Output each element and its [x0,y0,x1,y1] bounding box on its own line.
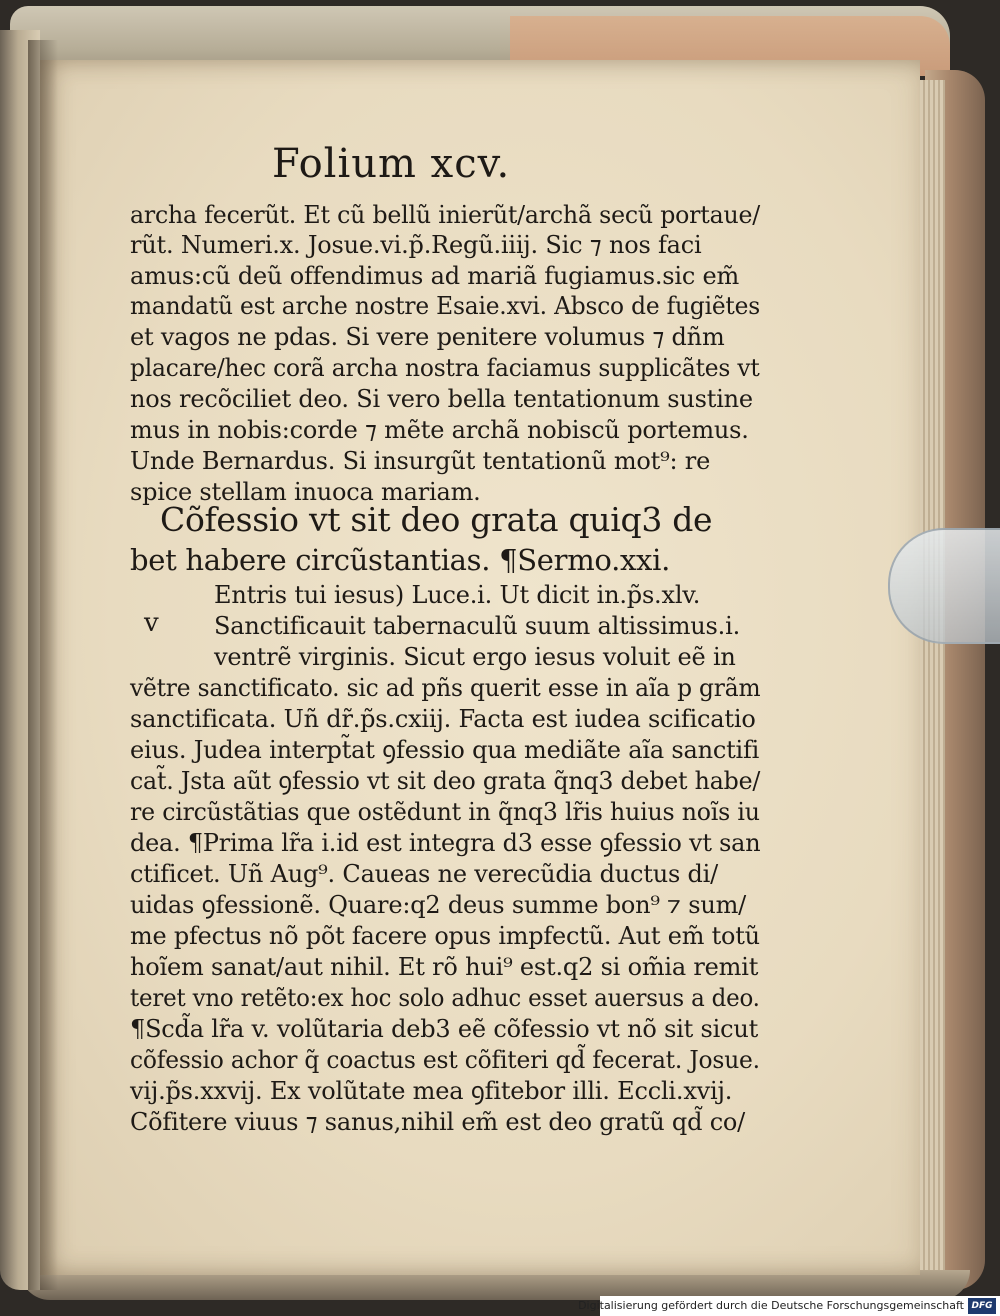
text-line: archa fecerũt. Et cũ bellũ inierũt/archã secũ portaue/ [130,201,761,229]
text-line: spice stellam inuoca mariam. [130,478,481,506]
text-line: Unde Bernardus. Si insurgũt tentationũ mot⁹: re [130,447,711,475]
text-line: dea. ¶Prima lr̃a i.id est integra d3 esse ꝯfessio vt san [130,829,761,857]
text-line: sanctificata. Uñ dr̃.p̃s.cxiij. Facta est iudea scificatio [130,705,756,733]
text-line: re circũstãtias que ostẽdunt in q̃nq3 lr̃is huius noĩs iu [130,798,760,826]
text-line: ctificet. Uñ Aug⁹. Caueas ne verecũdia ductus di/ [130,860,719,888]
section-heading: bet habere circũstantias. ¶Sermo.xxi. [130,543,670,577]
marginal-initial: v [144,608,159,638]
text-line: vẽtre sanctificato. sic ad pñs querit esse in aĩa p grãm [130,674,761,702]
text-line: et vagos ne pdas. Si vere penitere volumus ⁊ dñm [130,323,725,351]
text-line: amus:cũ deũ offendimus ad mariã fugiamus.sic em̃ [130,262,740,290]
text-line: mus in nobis:corde ⁊ mẽte archã nobiscũ portemus. [130,416,749,444]
text-line: Entris tui iesus) Luce.i. Ut dicit in.p̃s.xlv. [214,581,701,609]
text-line: ¶Scd̃a lr̃a v. volũtaria deb3 eẽ cõfessio vt nõ sit sicut [130,1015,759,1043]
text-line: placare/hec corã archa nostra faciamus supplicãtes vt [130,354,760,382]
dfg-logo: DFG [968,1298,996,1314]
text-line: mandatũ est arche nostre Esaie.xvi. Absco de fugiẽtes [130,292,760,320]
text-line: rũt. Numeri.x. Josue.vi.p̃.Regũ.iiij. Sic ⁊ nos faci [130,231,702,259]
folio-header: Folium xcv. [272,141,511,187]
funding-credit: Digitalisierung gefördert durch die Deutsche Forschungsgemeinschaft [578,1299,964,1312]
text-line: ventrẽ virginis. Sicut ergo iesus voluit eẽ in [214,643,736,671]
text-line: vij.p̃s.xxvij. Ex volũtate mea ꝯfitebor illi. Eccli.xvij. [130,1077,733,1105]
text-line: cõfessio achor q̃ coactus est cõfiteri qd̃ fecerat. Josue. [130,1046,760,1074]
section-heading: Cõfessio vt sit deo grata quiq3 de [160,500,713,539]
text-line: Cõfitere viuus ⁊ sanus,nihil em̃ est deo gratũ qd̃ co/ [130,1108,746,1136]
text-line: me pfectus nõ põt facere opus impfectũ. Aut em̃ totũ [130,922,760,950]
text-line: hoĩem sanat/aut nihil. Et rõ hui⁹ est.q2 si om̃ia remit [130,953,759,981]
text-line: uidas ꝯfessionẽ. Quare:q2 deus summe bon⁹ ⁊ sum/ [130,891,747,919]
text-line: nos recõciliet deo. Si vero bella tentationum sustine [130,385,753,413]
text-line: Sanctificauit tabernaculũ suum altissimus.i. [214,612,740,640]
text-line: teret vno retẽto:ex hoc solo adhuc esset auersus a deo. [130,984,760,1012]
text-line: cat̃. Jsta aũt ꝯfessio vt sit deo grata q̃nq3 debet habe/ [130,767,761,795]
text-line: eius. Judea interpt̃at ꝯfessio qua mediãte aĩa sanctifi [130,736,760,764]
